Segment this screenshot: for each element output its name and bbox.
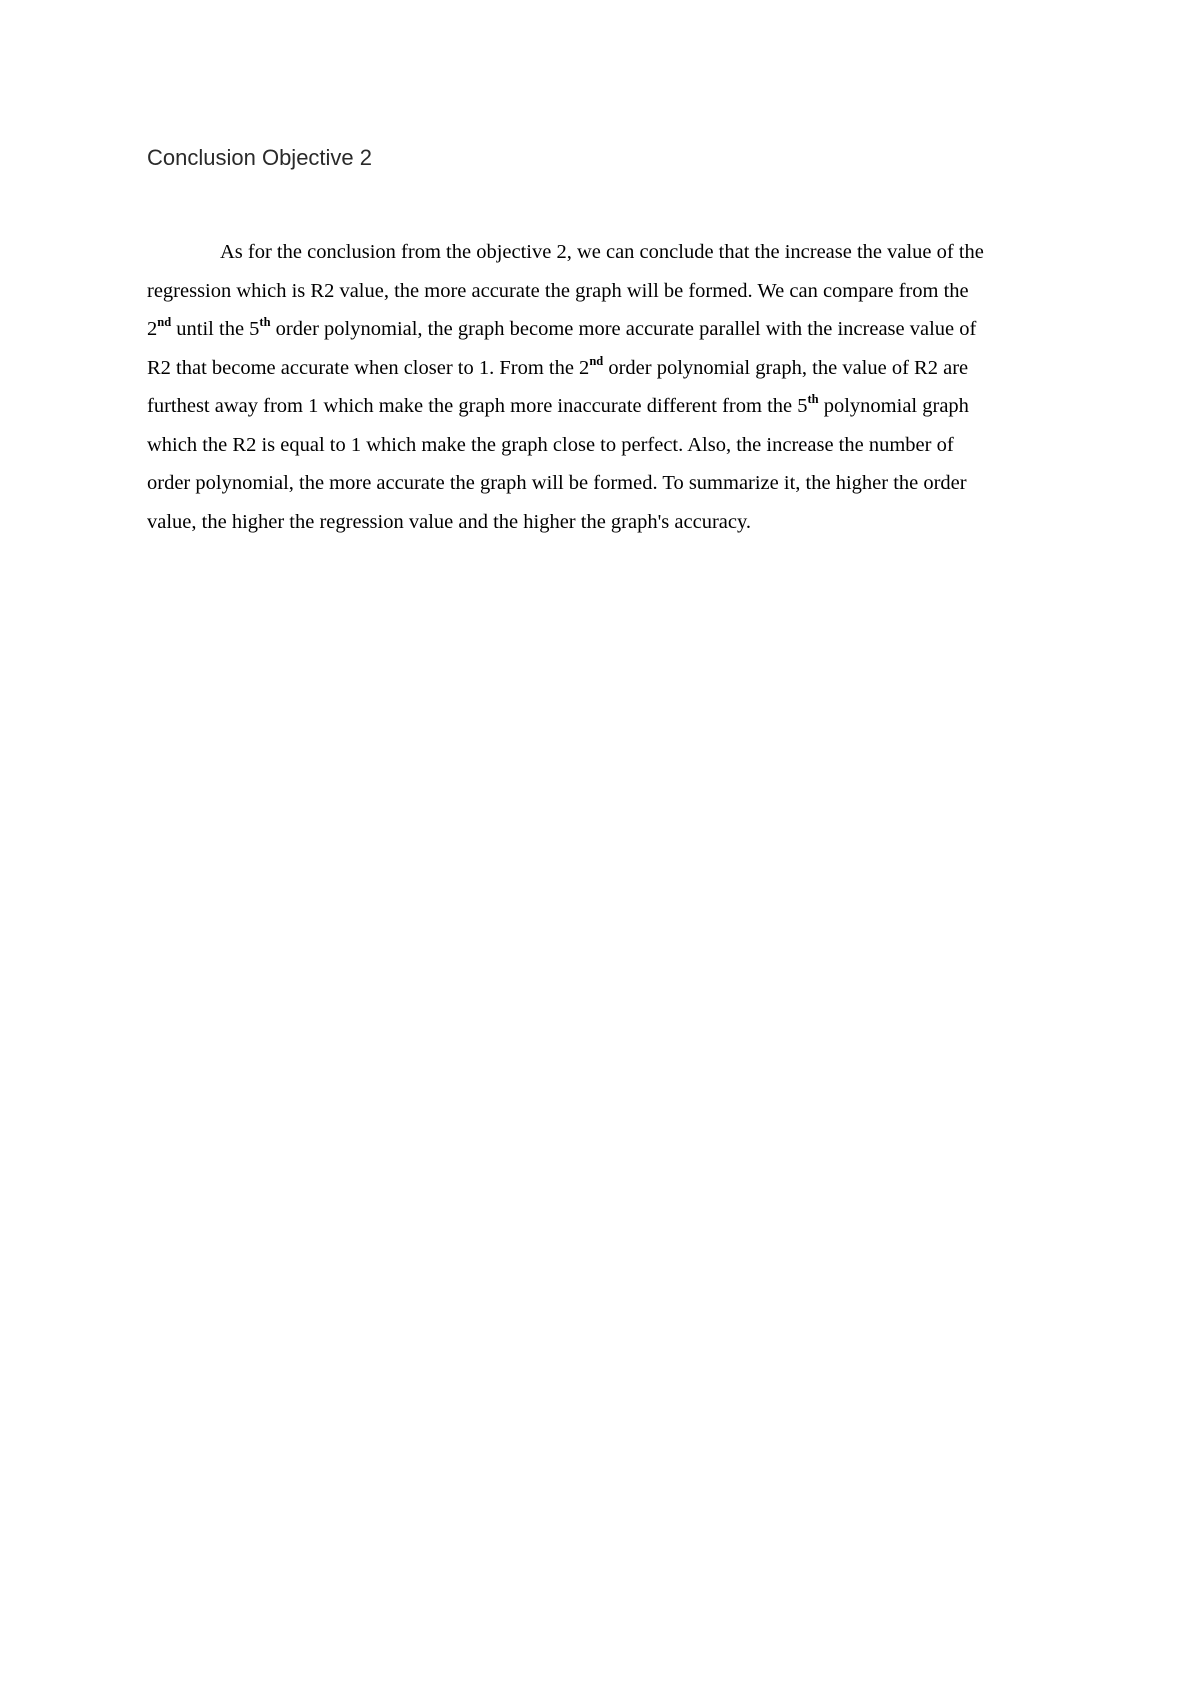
paragraph-text: order polynomial, the graph become more accurate parallel with the increase value of: [270, 318, 977, 340]
ordinal-superscript: nd: [589, 353, 604, 368]
paragraph-line: [147, 310, 1062, 349]
ordinal-superscript: th: [259, 315, 271, 329]
ordinal-superscript: nd: [157, 315, 172, 329]
paragraph-line: [147, 233, 1062, 272]
paragraph-text: which the R2 is equal to 1 which make the graph close to perfect. Also, the increase the number of: [147, 433, 954, 456]
paragraph-text: As for the conclusion from the objective 2, we can conclude that the increase the value of the: [220, 241, 984, 263]
paragraph-text: 2: [147, 318, 158, 340]
paragraph-text: order polynomial graph, the value of R2 are: [603, 356, 969, 379]
paragraph-line: [147, 503, 1062, 542]
paragraph-text: furthest away from 1 which make the graph more inaccurate different from the 5: [147, 395, 808, 417]
paragraph-text: R2 that become accurate when closer to 1. From the 2: [147, 356, 590, 379]
paragraph-line: [147, 464, 1062, 503]
conclusion-paragraph: [147, 233, 1062, 541]
paragraph-line: [147, 387, 1062, 426]
paragraph-line: [147, 426, 1062, 465]
paragraph-text: value, the higher the regression value and the higher the graph's accuracy.: [147, 510, 752, 533]
paragraph-text: regression which is R2 value, the more accurate the graph will be formed. We can compare from the: [147, 279, 969, 302]
section-heading: Conclusion Objective 2: [147, 145, 373, 170]
ordinal-superscript: th: [807, 392, 819, 406]
paragraph-line: [147, 349, 1062, 388]
paragraph-text: order polynomial, the more accurate the graph will be formed. To summarize it, the higher the order: [147, 472, 967, 494]
paragraph-text: polynomial graph: [818, 395, 969, 417]
paragraph-text: until the 5: [171, 318, 260, 340]
paragraph-line: [147, 272, 1062, 311]
